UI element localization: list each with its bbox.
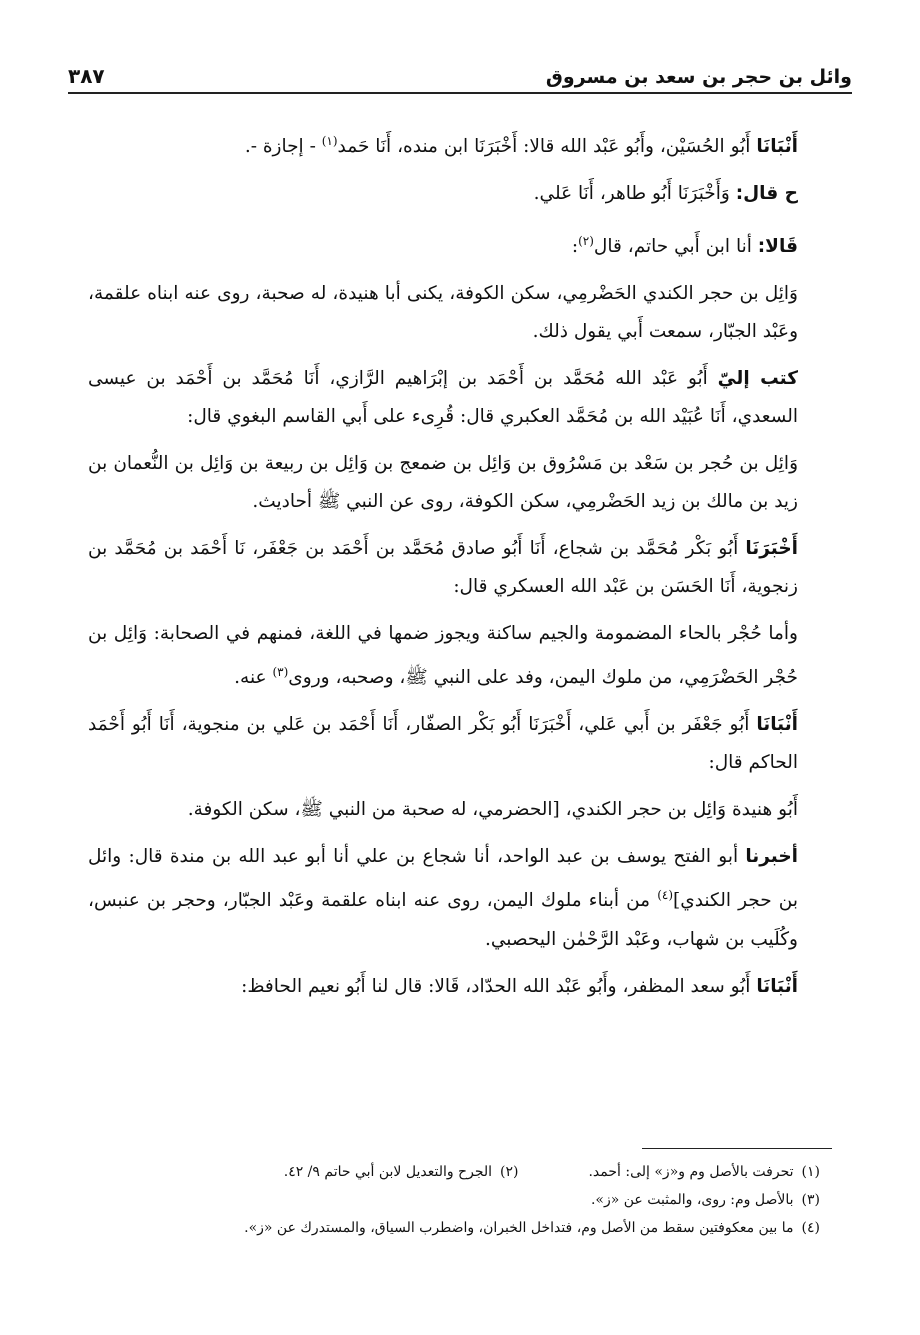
- paragraph-text: وَأَخْبَرَنَا أَبُو طاهر، أَنَا عَلي.: [533, 183, 736, 205]
- footnote: [100, 1214, 820, 1242]
- footnote-rule: [642, 1148, 832, 1149]
- footnote-ref: (١): [321, 134, 338, 148]
- paragraph-lead: أَنْبَانَا: [756, 714, 798, 736]
- header-rule: [68, 92, 852, 94]
- paragraph: [88, 222, 820, 266]
- footnote-text: ما بين معكوفتين سقط من الأصل وم، فتداخل الخبران، واضطرب السياق، والمستدرك عن «ز».: [244, 1220, 794, 1236]
- paragraph: [88, 445, 820, 521]
- paragraph-text: وَائِل بن حُجر بن سَعْد بن مَسْرُوق بن وَائِل بن ضمعج بن وَائِل بن ربيعة بن وَائِل بن النُّعمان بن زيد بن مالك بن زيد الحَضْرمِي، سكن الكوفة، روى عن النبي ﷺ أحاديث.: [88, 453, 798, 513]
- paragraph-lead: ح قال:: [735, 183, 798, 205]
- paragraph-lead: أخبرنا: [745, 846, 798, 868]
- paragraph: [88, 360, 820, 436]
- footnote: [588, 1158, 820, 1186]
- paragraph-lead: قَالا:: [757, 236, 798, 258]
- paragraph-tail: :: [571, 236, 579, 258]
- paragraph-lead: أَنْبَانَا: [756, 136, 798, 158]
- page-number: ٣٨٧: [68, 64, 105, 88]
- paragraph: [88, 530, 820, 606]
- paragraph-text: أنا ابن أَبي حاتم، قال: [593, 236, 758, 258]
- paragraph: [88, 122, 820, 166]
- footnote-ref: (٢): [578, 234, 594, 249]
- paragraph: [88, 838, 820, 958]
- paragraph-text: وأما حُجْر بالحاء المضمومة والجيم ساكنة ويجوز ضمها في اللغة، فمنهم في الصحابة: وَائِل بن حُجْر الحَضْرَمِي، من ملوك اليمن، وفد على النبي ﷺ، وصحبه، وروى: [88, 623, 798, 689]
- main-text: [88, 122, 820, 1015]
- footnote-number: (٤): [801, 1220, 820, 1236]
- paragraph-tail: عنه.: [234, 667, 273, 689]
- running-title: وائل بن حجر بن سعد بن مسروق: [545, 66, 852, 88]
- footnote-number: (١): [801, 1164, 820, 1180]
- footnote: [284, 1158, 519, 1186]
- paragraph: [88, 275, 820, 351]
- paragraph-text: أَبُو جَعْفَر بن أَبي عَلي، أَخْبَرَنَا أَبُو بَكْر الصفّار، أَنَا أَحْمَد بن عَلي بن منجوية، أَنَا أَبُو أَحْمَد الحاكم قال:: [88, 714, 798, 774]
- paragraph-text: أَبُو بَكْر مُحَمَّد بن شجاع، أَنَا أَبُو صادق مُحَمَّد بن أَحْمَد بن جَعْفَر، نَا أَحْمَد بن مُحَمَّد بن زنجوية، أَنَا الحَسَن بن عَبْد الله العسكري قال:: [88, 538, 798, 598]
- paragraph-text: وَائِل بن حجر الكندي الحَضْرمِي، سكن الكوفة، يكنى أبا هنيدة، له صحبة، روى عنه ابناه علقمة، وعَبْد الجبّار، سمعت أَبي يقول ذلك.: [88, 283, 798, 343]
- footnote-ref: (٣): [272, 665, 289, 680]
- paragraph: [88, 791, 820, 829]
- paragraph-tail: - إجازة -.: [244, 136, 322, 158]
- footnote-number: (٣): [801, 1192, 820, 1208]
- paragraph: [88, 706, 820, 782]
- paragraph-lead: أَخْبَرَنَا: [745, 538, 798, 560]
- paragraph-lead: كتب إليّ: [717, 368, 798, 390]
- paragraph-lead: أَنْبَانَا: [756, 975, 798, 997]
- paragraph-text: أَبُو الحُسَيْن، وأَبُو عَبْد الله قالا: أَخْبَرَنَا ابن منده، أَنَا حَمد: [337, 136, 751, 158]
- paragraph-text: أَبُو سعد المظفر، وأَبُو عَبْد الله الحدّاد، قَالا: قال لنا أَبُو نعيم الحافظ:: [241, 975, 757, 997]
- footnote-text: تحرفت بالأصل وم و«ز» إلى: أحمد.: [588, 1164, 794, 1180]
- page-header: [68, 58, 852, 88]
- paragraph: [88, 968, 820, 1006]
- footnote: [100, 1186, 820, 1214]
- paragraph-text: أبو الفتح يوسف بن عبد الواحد، أنا شجاع بن علي أنا أبو عبد الله بن مندة قال: وائل بن حجر الكندي]: [88, 846, 799, 912]
- paragraph-text: أَبُو هنيدة وَائِل بن حجر الكندي، [الحضرمي، له صحبة من النبي ﷺ، سكن الكوفة.: [187, 799, 798, 821]
- footnote-ref: (٤): [657, 888, 674, 903]
- footnote-text: بالأصل وم: روى، والمثبت عن «ز».: [590, 1192, 794, 1208]
- footnote-row: [100, 1158, 820, 1186]
- paragraph: [88, 615, 820, 697]
- footnote-text: الجرح والتعديل لابن أبي حاتم ٩/ ٤٢.: [283, 1164, 493, 1180]
- footnotes: [100, 1158, 820, 1242]
- paragraph: [88, 175, 820, 213]
- paragraph-tail: من أبناء ملوك اليمن، روى عنه ابناه علقمة وعَبْد الجبّار، وحجر بن عنبس، وكُلَيب بن شهاب، وعَبْد الرَّحْمٰن اليحصبي.: [88, 890, 798, 950]
- paragraph-text: أَبُو عَبْد الله مُحَمَّد بن أَحْمَد بن إبْرَاهيم الرَّازي، أَنَا مُحَمَّد بن أَحْمَد بن عيسى السعدي، أَنَا عُبَيْد الله بن مُحَمَّد العكبري قال: قُرِىء على أَبي القاسم البغوي قال:: [88, 368, 798, 428]
- footnote-number: (٢): [500, 1164, 519, 1180]
